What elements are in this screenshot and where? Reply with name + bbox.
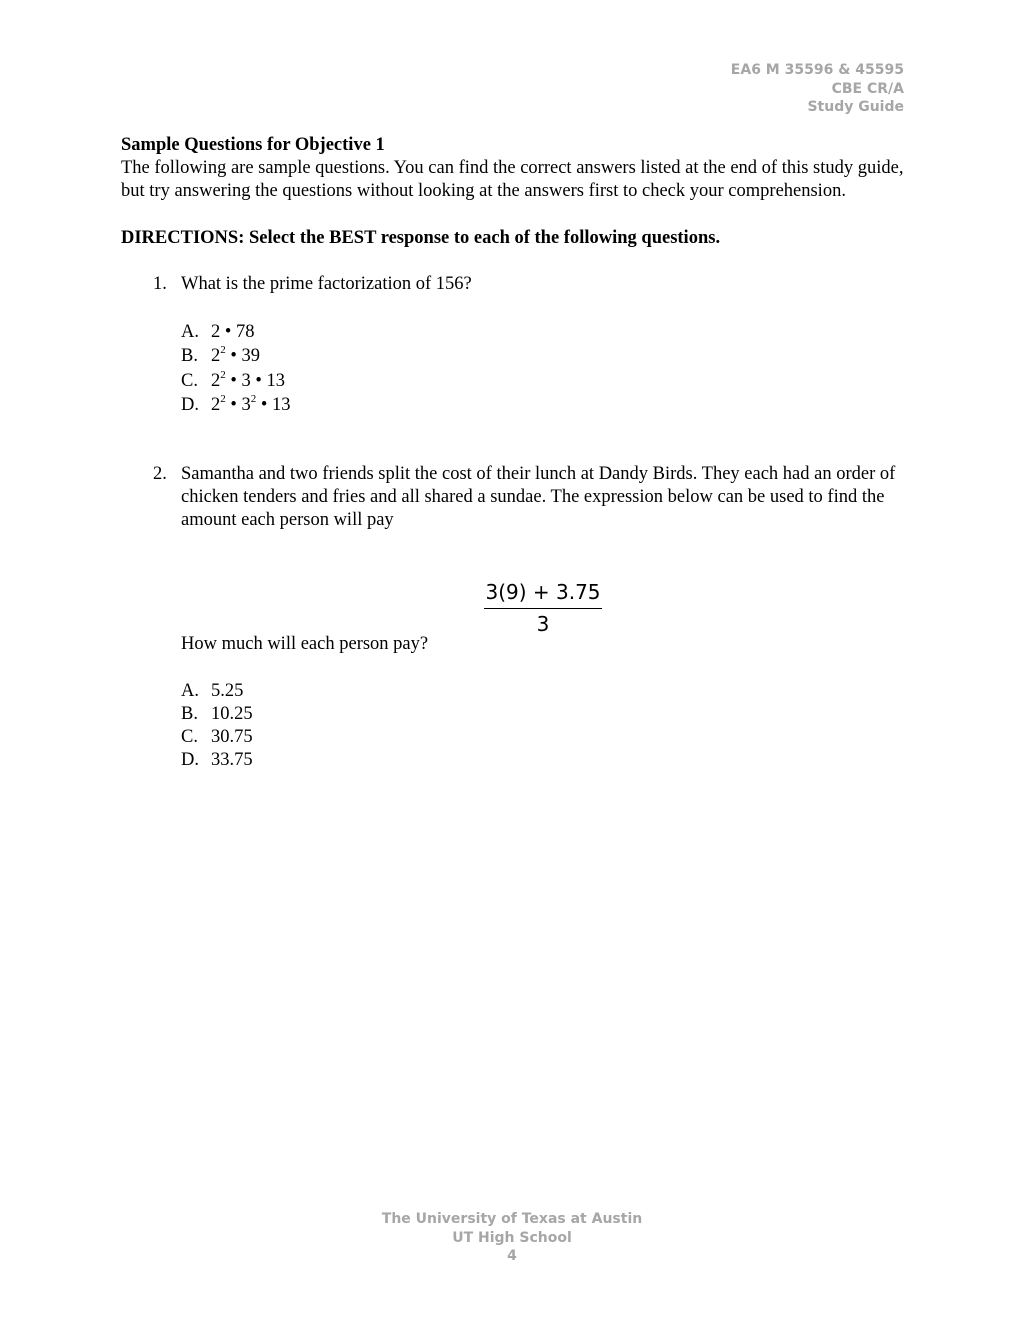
question-1	[121, 273, 911, 296]
document-type: Study Guide	[807, 99, 904, 115]
page-number: 4	[507, 1248, 517, 1264]
choice-d	[181, 749, 911, 772]
question-text: What is the prime factorization of 156?	[181, 274, 472, 295]
course-code: EA6 M 35596 & 45595	[730, 62, 904, 78]
question-1-choices	[181, 320, 911, 418]
university-name: The University of Texas at Austin	[381, 1211, 643, 1227]
page-footer	[0, 1210, 1024, 1266]
question-number: 2.	[153, 463, 167, 484]
choice-text: 5.25	[211, 680, 244, 701]
choice-c	[181, 369, 911, 394]
choice-text: 10.25	[211, 703, 253, 724]
choice-letter: A.	[181, 321, 199, 342]
fraction-numerator: 3(9) + 3.75	[484, 578, 602, 609]
school-name: UT High School	[452, 1229, 572, 1246]
choice-b	[181, 344, 911, 369]
choice-letter: D.	[181, 395, 199, 416]
choice-letter: C.	[181, 726, 198, 747]
question-2-choices	[181, 680, 911, 773]
fraction-denominator: 3	[536, 612, 550, 636]
choice-letter: D.	[181, 750, 199, 771]
section-title: Sample Questions for Objective 1	[121, 135, 385, 155]
question-2	[121, 463, 911, 533]
question-text: Samantha and two friends split the cost of their lunch at Dandy Birds. They each had an order of chicken tenders and fries and all shared a sundae. The expression below can be used to find the amount each person will pay	[181, 463, 896, 530]
choice-c	[181, 726, 911, 749]
choice-letter: A.	[181, 680, 199, 701]
question-2-prompt: How much will each person pay?	[181, 634, 429, 655]
choice-text: $2^2$ • $3^2$ • 13	[211, 393, 291, 416]
choice-d	[181, 393, 911, 418]
course-type: CBE CR/A	[831, 80, 904, 97]
choice-text: $2^2$ • 3 • 13	[211, 368, 285, 391]
section-intro: The following are sample questions. You can find the correct answers listed at the end of this study guide, but try answering the questions without looking at the answers first to check your comprehension.	[121, 158, 904, 202]
choice-text: 33.75	[211, 750, 253, 771]
choice-a	[181, 680, 911, 703]
choice-letter: B.	[181, 703, 198, 724]
choice-b	[181, 703, 911, 726]
choice-text: 2 • 78	[211, 321, 255, 342]
choice-letter: C.	[181, 370, 198, 391]
question-number: 1.	[153, 274, 167, 295]
page-header	[731, 61, 904, 117]
expression-fraction	[484, 578, 602, 639]
main-content	[121, 134, 911, 772]
choice-text: 30.75	[211, 726, 253, 747]
directions: DIRECTIONS: Select the BEST response to each of the following questions.	[121, 227, 721, 248]
choice-text: $2^2$ • 39	[211, 344, 260, 367]
choice-a	[181, 320, 911, 345]
choice-letter: B.	[181, 346, 198, 367]
